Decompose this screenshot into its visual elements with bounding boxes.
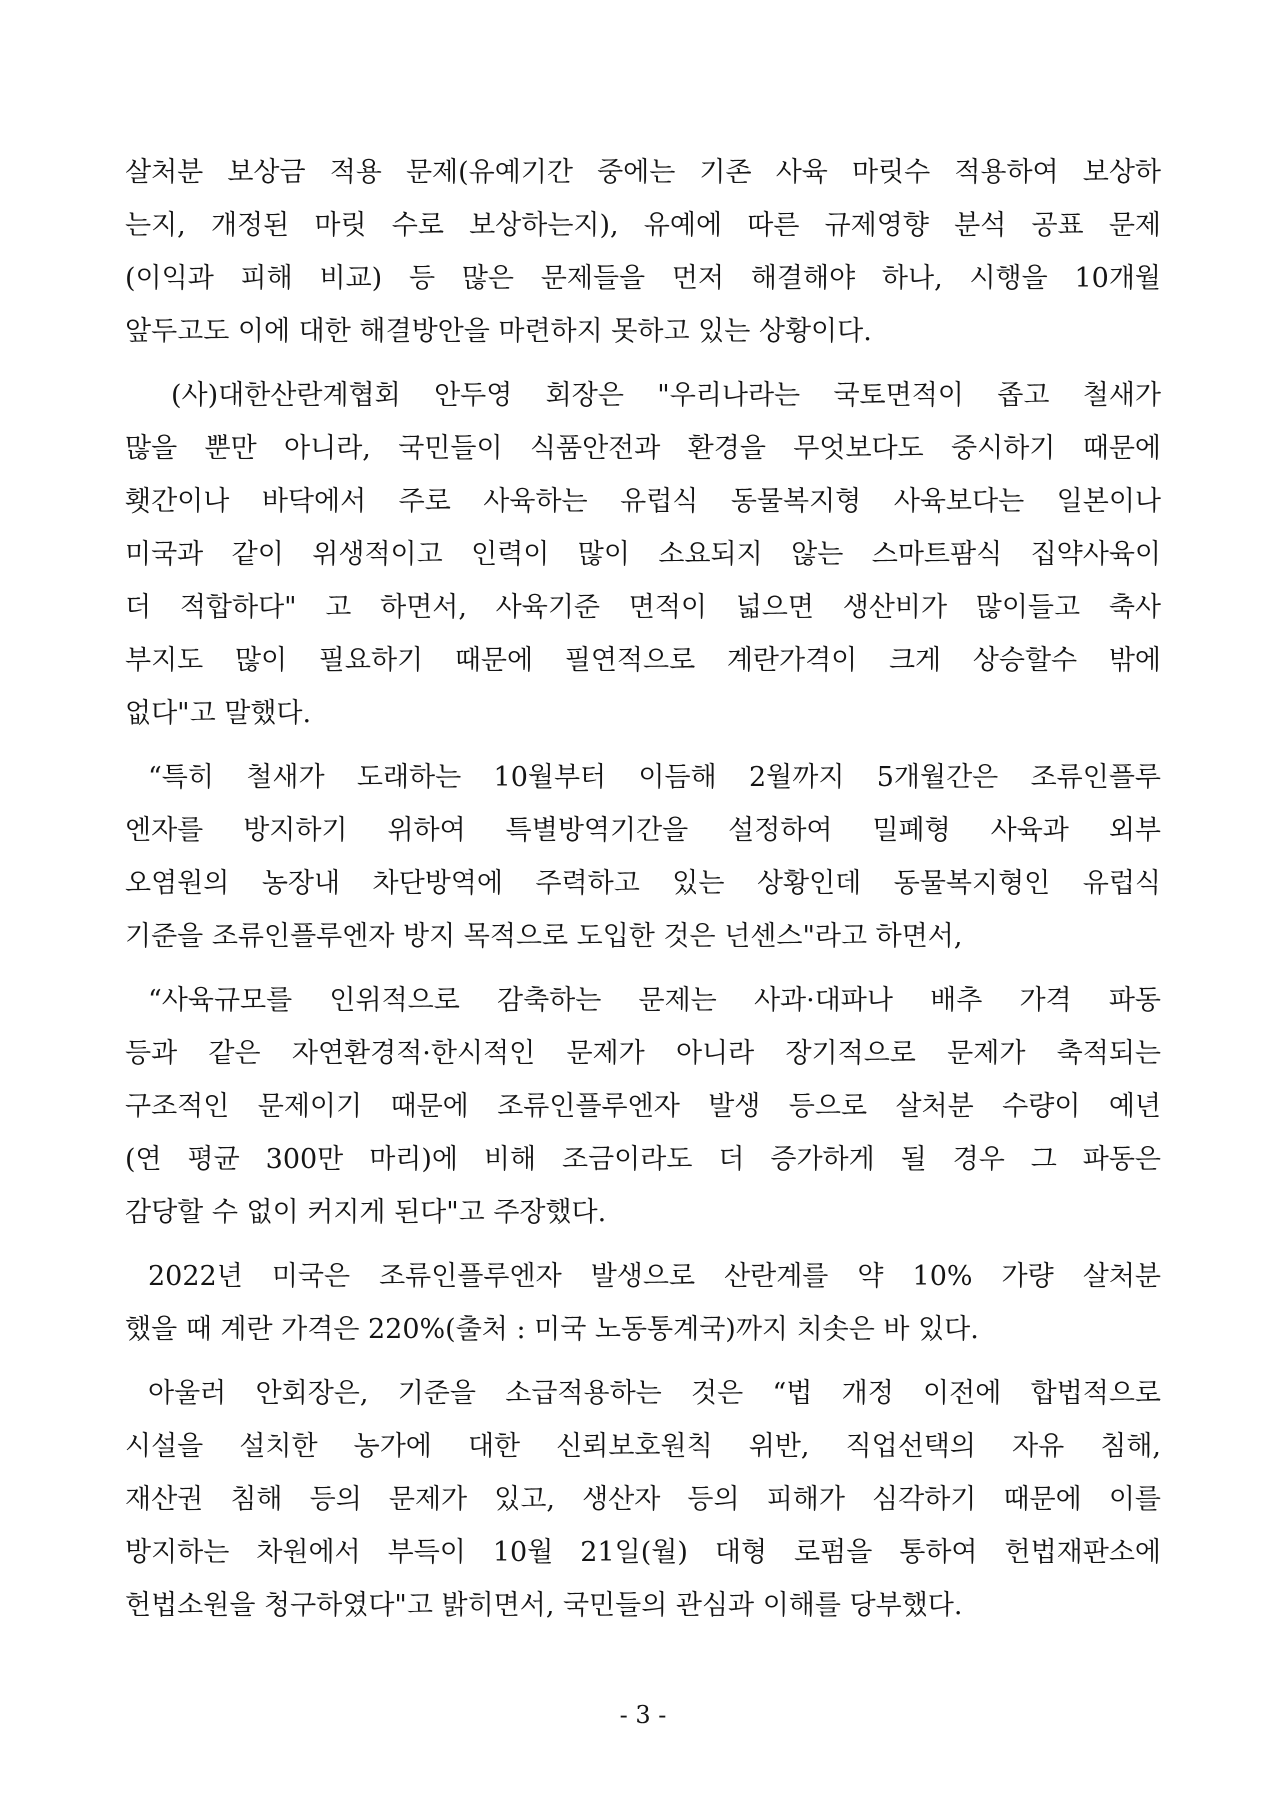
text-line: 부지도 많이 필요하기 때문에 필연적으로 계란가격이 크게 상승할수 밖에 [125,645,1161,676]
text-line: (사)대한산란계협회 안두영 회장은 "우리나라는 국토면적이 좁고 철새가 [171,380,1161,411]
text-line: 등과 같은 자연환경적·한시적인 문제가 아니라 장기적으로 문제가 축적되는 [125,1038,1161,1069]
text-line: (이익과 피해 비교) 등 많은 문제들을 먼저 해결해야 하나, 시행을 10개월 [125,263,1161,294]
text-line: 기준을 조류인플루엔자 방지 목적으로 도입한 것은 넌센스"라고 하면서, [125,921,963,952]
paragraph [125,146,1161,358]
text-line: 재산권 침해 등의 문제가 있고, 생산자 등의 피해가 심각하기 때문에 이를 [125,1484,1161,1515]
text-line: 많을 뿐만 아니라, 국민들이 식품안전과 환경을 무엇보다도 중시하기 때문에 [125,433,1161,464]
text-line: 방지하는 차원에서 부득이 10월 21일(월) 대형 로펌을 통하여 헌법재판소에 [125,1537,1161,1568]
text-line: 앞두고도 이에 대한 해결방안을 마련하지 못하고 있는 상황이다. [125,316,872,347]
page-number: - 3 - [619,1701,667,1729]
paragraph [125,1367,1161,1632]
text-line: 없다"고 말했다. [125,698,312,729]
text-line: 더 적합하다" 고 하면서, 사육기준 면적이 넓으면 생산비가 많이들고 축사 [125,592,1161,623]
text-line: 시설을 설치한 농가에 대한 신뢰보호원칙 위반, 직업선택의 자유 침해, [125,1431,1161,1462]
paragraph [125,751,1161,963]
text-line: 했을 때 계란 가격은 220%(출처 : 미국 노동통계국)까지 치솟은 바 있다. [125,1314,979,1345]
paragraph [125,1250,1161,1356]
text-line: 횃간이나 바닥에서 주로 사육하는 유럽식 동물복지형 사육보다는 일본이나 [125,486,1161,517]
text-line: 2022년 미국은 조류인플루엔자 발생으로 산란계를 약 10% 가량 살처분 [148,1261,1161,1292]
text-line: 엔자를 방지하기 위하여 특별방역기간을 설정하여 밀폐형 사육과 외부 [125,815,1161,846]
text-line: 헌법소원을 청구하였다"고 밝히면서, 국민들의 관심과 이해를 당부했다. [125,1590,963,1621]
text-line: 감당할 수 없이 커지게 된다"고 주장했다. [125,1197,607,1228]
text-line: 오염원의 농장내 차단방역에 주력하고 있는 상황인데 동물복지형인 유럽식 [125,868,1161,899]
text-line: “사육규모를 인위적으로 감축하는 문제는 사과·대파나 배추 가격 파동 [148,985,1161,1016]
text-line: 아울러 안회장은, 기준을 소급적용하는 것은 “법 개정 이전에 합법적으로 [148,1378,1161,1409]
text-line: 는지, 개정된 마릿 수로 보상하는지), 유예에 따른 규제영향 분석 공표 문제 [125,210,1161,241]
paragraph [125,974,1161,1239]
text-line: (연 평균 300만 마리)에 비해 조금이라도 더 증가하게 될 경우 그 파동은 [125,1144,1161,1175]
body-text [125,146,1161,1632]
paragraph [125,369,1161,740]
text-line: 살처분 보상금 적용 문제(유예기간 중에는 기존 사육 마릿수 적용하여 보상하 [125,157,1161,188]
text-line: 구조적인 문제이기 때문에 조류인플루엔자 발생 등으로 살처분 수량이 예년 [125,1091,1161,1122]
text-line: 미국과 같이 위생적이고 인력이 많이 소요되지 않는 스마트팜식 집약사육이 [125,539,1161,570]
text-line: “특히 철새가 도래하는 10월부터 이듬해 2월까지 5개월간은 조류인플루 [148,762,1161,793]
